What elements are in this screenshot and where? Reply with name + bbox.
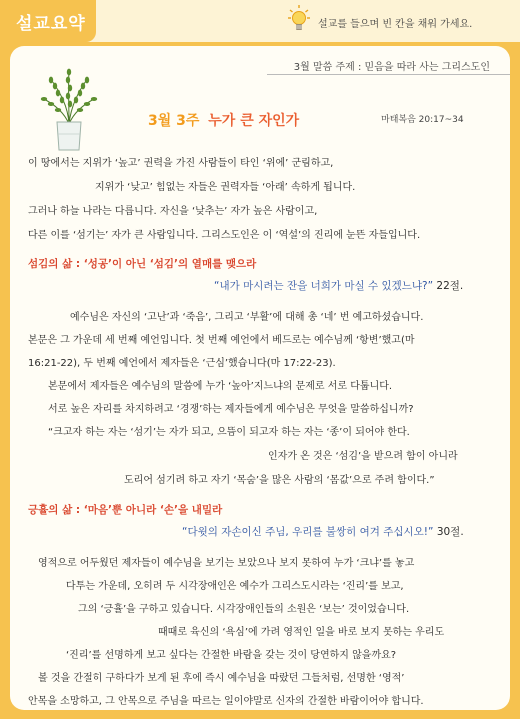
- section-tab: [0, 0, 96, 42]
- lightbulb-icon: [288, 4, 310, 36]
- top-bar: [0, 0, 520, 42]
- tab-label: 설교요약: [16, 14, 86, 34]
- quote-text: “내가 마시려는 잔을 너희가 마실 수 있겠느냐?”: [214, 280, 434, 292]
- quote-service: [214, 278, 463, 293]
- sermon-body: [10, 46, 510, 710]
- scripture-reference: 마태복음 20:17~34: [381, 115, 464, 125]
- sermon-card: [10, 46, 510, 710]
- intro-line: 지위가 ‘낮고’ 힘없는 자들은 권력자들 ‘아래’ 속하게 됩니다.: [95, 182, 356, 193]
- quote-compassion: [182, 524, 464, 539]
- body-line: 인자가 온 것은 ‘섬김’을 받으려 함이 아니라: [268, 451, 458, 462]
- title-week: 3월 3주: [148, 113, 200, 129]
- body-line: 서로 높은 자리를 차지하려고 ‘경쟁’하는 제자들에게 예수님은 무엇을 말씀하십니까?: [48, 404, 414, 415]
- body-line: 때때로 육신의 ‘욕심’에 가려 영적인 일을 바로 보지 못하는 우리도: [158, 627, 445, 638]
- section-heading-compassion: 긍휼의 삶 : ‘마음’뿐 아니라 ‘손’을 내밀라: [28, 504, 223, 516]
- body-line: 도리어 섬기려 하고 자기 ‘목숨’을 많은 사람의 ‘몸값’으로 주려 함이다.”: [124, 475, 435, 486]
- body-line: 본문은 그 가운데 세 번째 예언입니다. 첫 번째 예언에서 베드로는 예수님께 ‘항변’했고(마: [28, 335, 415, 346]
- body-line: “크고자 하는 자는 ‘섬기’는 자가 되고, 으뜸이 되고자 하는 자는 ‘종’이 되어야 한다.: [48, 427, 410, 438]
- body-line: 16:21-22), 두 번째 예언에서 제자들은 ‘근심’했습니다(마 17:22-23).: [28, 358, 336, 369]
- body-line: 다투는 가운데, 오히려 두 시각장애인은 예수가 그리스도시라는 ‘진리’를 보고,: [66, 581, 404, 592]
- body-line: 볼 것을 간절히 구하다가 보게 된 후에 즉시 예수님을 따랐던 그들처럼, 선명한 ‘영적’: [38, 673, 405, 684]
- instruction-text: 설교를 들으며 빈 칸을 채워 가세요.: [318, 19, 473, 30]
- body-line: 본문에서 제자들은 예수님의 말씀에 누가 ‘높아’지느냐의 문제로 서로 다툽니다.: [48, 381, 393, 392]
- body-line: 안목을 소망하고, 그 안목으로 주님을 따르는 일이야말로 신자의 간절한 바람이어야 합니다.: [28, 696, 424, 707]
- body-line: ‘진리’를 선명하게 보고 싶다는 간절한 바람을 갖는 것이 당연하지 않을까요?: [66, 650, 397, 661]
- quote-reference: 30절.: [436, 526, 464, 538]
- intro-line: 다른 이를 ‘섬기는’ 자가 큰 사람입니다. 그리스도인은 이 ‘역설’의 진리에 눈뜬 자들입니다.: [28, 230, 421, 241]
- body-line: 영적으로 어두웠던 제자들이 예수님을 보기는 보았으나 보지 못하여 누가 ‘크냐’를 놓고: [38, 558, 415, 569]
- quote-text: “다윗의 자손이신 주님, 우리를 불쌍히 여겨 주십시오!”: [182, 526, 434, 538]
- intro-line: 이 땅에서는 지위가 ‘높고’ 권력을 가진 사람들이 타인 ‘위에’ 군림하고,: [28, 158, 334, 169]
- quote-reference: 22절.: [436, 280, 464, 292]
- intro-line: 그러나 하늘 나라는 다릅니다. 자신을 ‘낮추는’ 자가 높은 사람이고,: [28, 206, 318, 217]
- title-main: 누가 큰 자인가: [208, 113, 300, 129]
- section-heading-service: 섬김의 삶 : ‘성공’이 아닌 ‘섬김’의 열매를 맺으라: [28, 258, 257, 270]
- series-theme: 3월 말씀 주제 : 믿음을 따라 사는 그리스도인: [293, 62, 490, 73]
- body-line: 그의 ‘긍휼’을 구하고 있습니다. 시각장애인들의 소원은 ‘보는’ 것이었습니다.: [78, 604, 410, 615]
- body-line: 예수님은 자신의 ‘고난’과 ‘죽음’, 그리고 ‘부활’에 대해 총 ‘네’ 번 예고하셨습니다.: [70, 312, 424, 323]
